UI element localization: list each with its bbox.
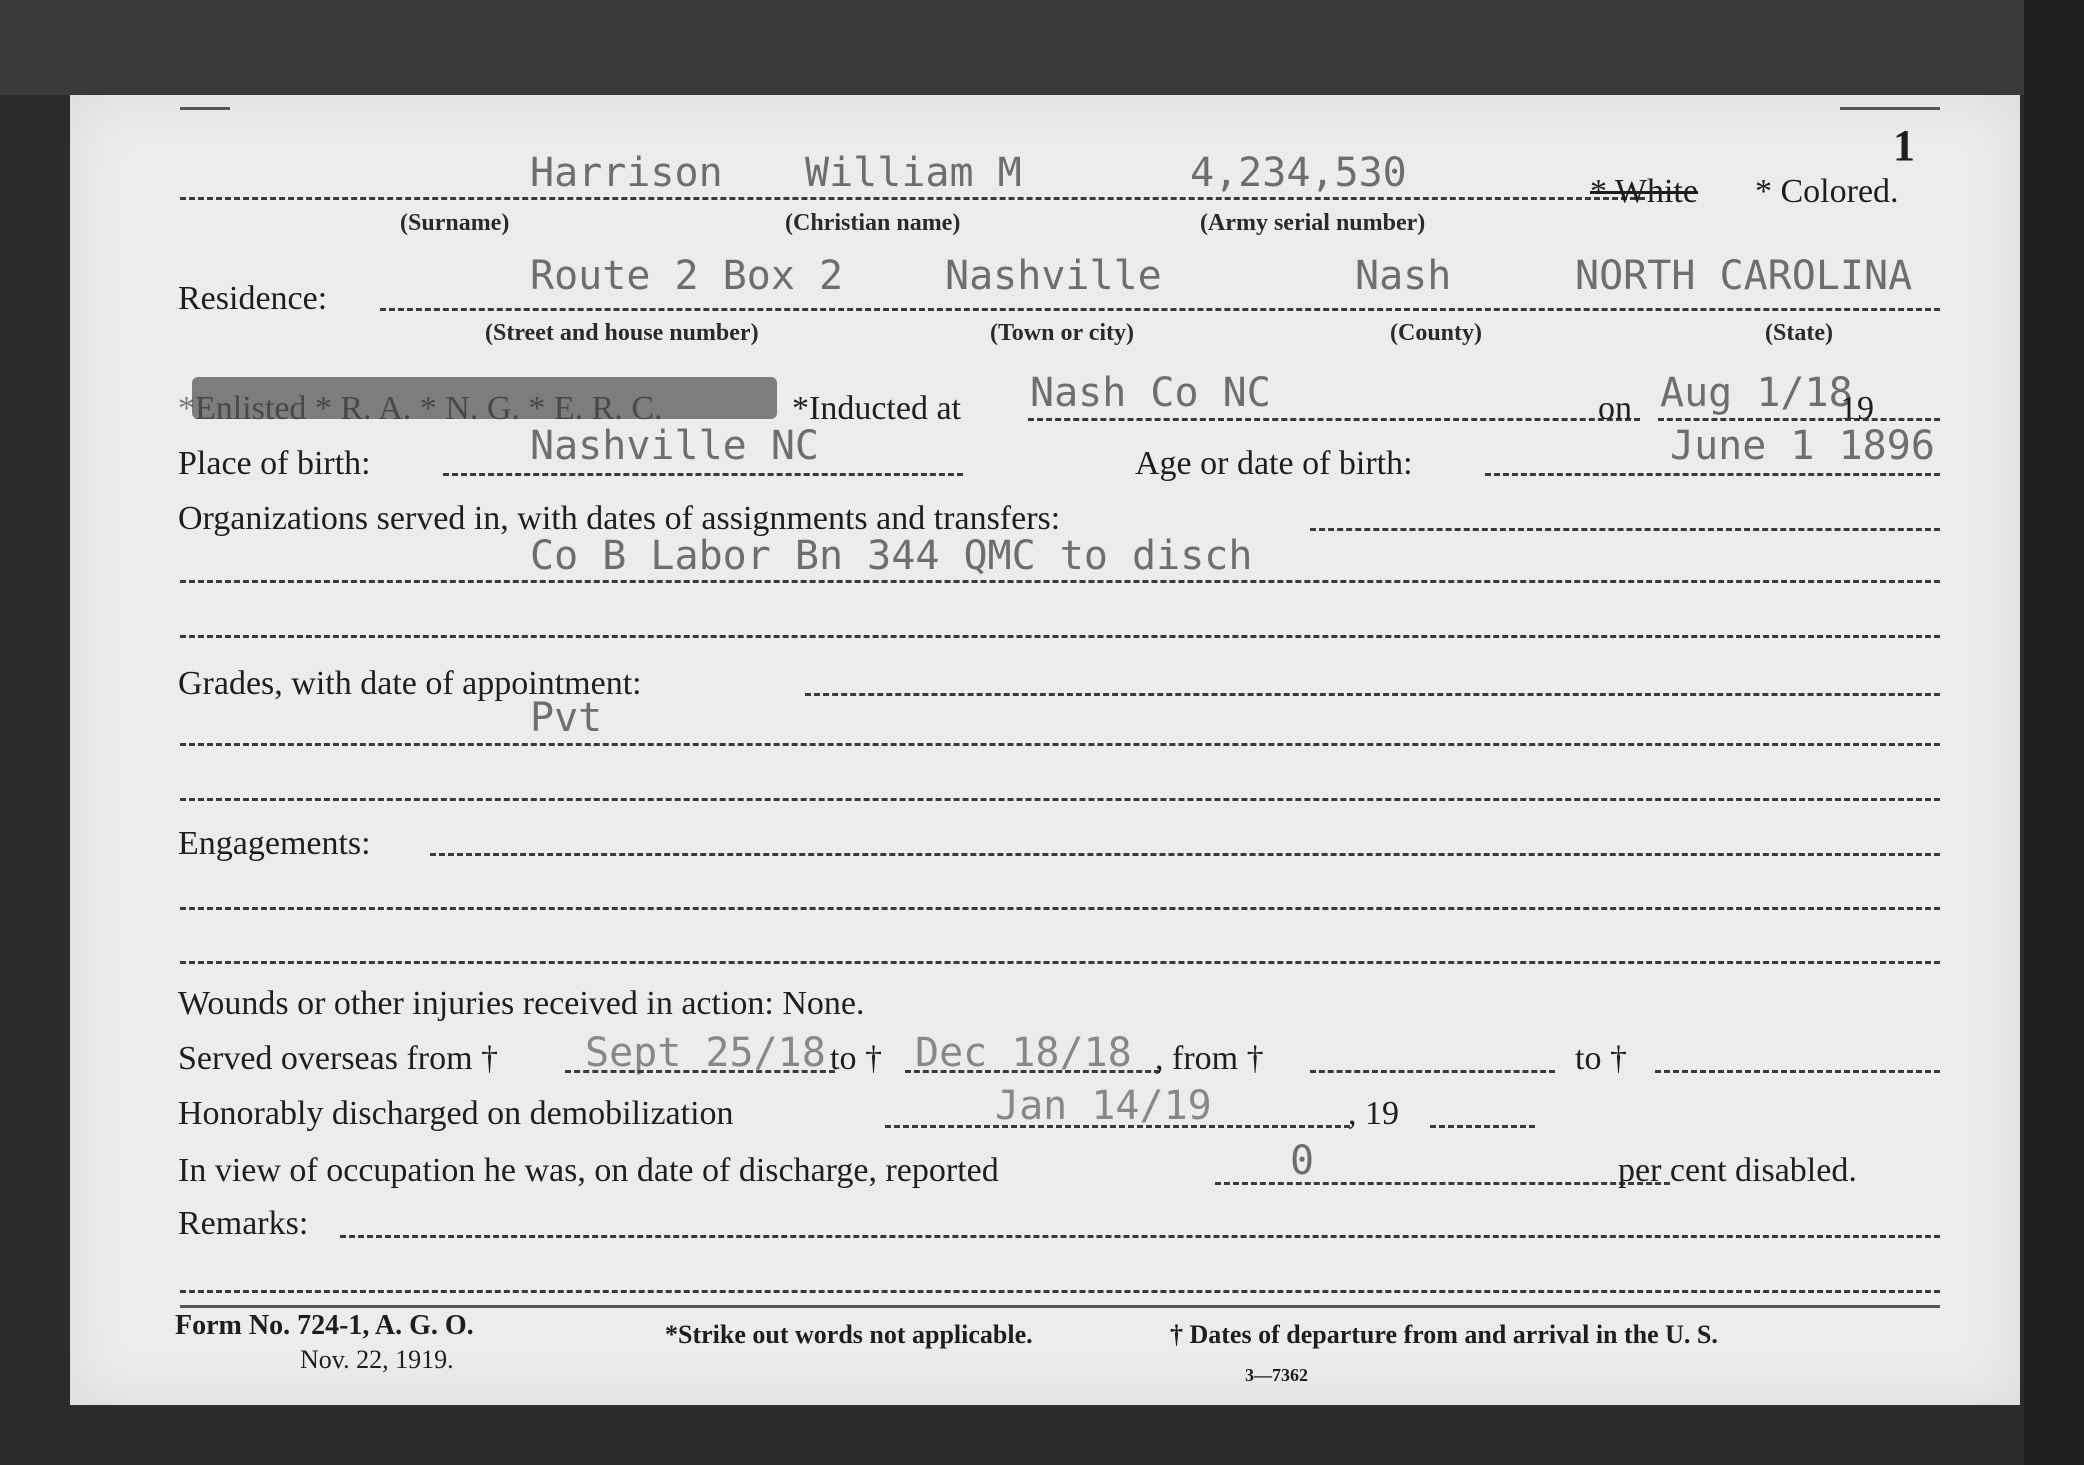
engagements-line-2 [180,907,1940,910]
residence-label: Residence: [178,280,328,317]
remarks-label: Remarks: [178,1205,309,1242]
inducted-label: *Inducted at [792,390,961,427]
street-caption: (Street and house number) [485,320,759,346]
overseas-from2-line [1310,1070,1555,1073]
organizations-line-1 [1310,528,1940,531]
overseas-to2-label: to † [1575,1040,1627,1077]
overseas-to-label: to † [830,1040,882,1077]
name-line [180,197,1645,200]
on-label: on [1598,390,1632,427]
organizations-value: Co B Labor Bn 344 QMC to disch [530,533,1253,579]
footer-rule [180,1305,1940,1308]
inducted-at-value: Nash Co NC [1030,370,1271,416]
enlistment-options: *Enlisted * R. A. * N. G. * E. R. C. [178,390,663,427]
residence-county-value: Nash [1355,253,1452,299]
surname-value: Harrison [530,150,723,196]
overseas-to-line [905,1070,1160,1073]
town-caption: (Town or city) [990,320,1134,346]
disability-label: In view of occupation he was, on date of discharge, reported [178,1152,999,1189]
date-of-birth-line [1485,473,1940,476]
date-of-birth-label: Age or date of birth: [1135,445,1413,482]
inducted-date-line [1658,418,1940,421]
engagements-line-3 [180,961,1940,964]
inducted-line [1028,418,1640,421]
disability-line [1215,1182,1670,1185]
scan-background-right [2024,0,2084,1465]
county-caption: (County) [1390,320,1483,346]
race-white-option: * White [1590,173,1698,210]
card-number: 1 [1893,121,1915,170]
christian-name-caption: (Christian name) [785,210,961,236]
overseas-from2-label: , from † [1155,1040,1264,1077]
strike-note: *Strike out words not applicable. [665,1320,1033,1349]
grades-line-2 [180,743,1940,746]
residence-street-value: Route 2 Box 2 [530,253,844,299]
residence-state-value: NORTH CAROLINA [1575,253,1913,299]
disability-suffix: per cent disabled. [1618,1152,1857,1189]
discharge-date-value: Jan 14/19 [995,1083,1212,1129]
discharge-year-line [1430,1125,1535,1128]
surname-caption: (Surname) [400,210,510,236]
engagements-label: Engagements: [178,825,371,862]
grades-line-1 [805,693,1940,696]
serial-caption: (Army serial number) [1200,210,1426,236]
date-of-birth-value: June 1 1896 [1670,423,1935,469]
remarks-line-2 [180,1290,1940,1293]
print-code: 3—7362 [1245,1365,1308,1385]
overseas-from-value: Sept 25/18 [585,1030,826,1076]
scan-background-top [0,0,2084,95]
state-caption: (State) [1765,320,1833,346]
place-of-birth-line [443,473,963,476]
dates-note: † Dates of departure from and arrival in the U. S. [1170,1320,1718,1349]
grades-value: Pvt [530,695,603,741]
remarks-line-1 [340,1235,1940,1238]
engagements-line-1 [430,853,1940,856]
residence-line [380,308,1940,311]
christian-name-value: William M [805,150,1022,196]
overseas-to-value: Dec 18/18 [915,1030,1132,1076]
discharge-year-prefix: , 19 [1348,1095,1399,1132]
residence-town-value: Nashville [945,253,1162,299]
organizations-line-2 [180,580,1940,583]
wounds-label: Wounds or other injuries received in action: None. [178,985,865,1022]
organizations-label: Organizations served in, with dates of assignments and transfers: [178,500,1061,537]
discharge-label: Honorably discharged on demobilization [178,1095,734,1132]
grades-label: Grades, with date of appointment: [178,665,642,702]
inducted-year-prefix: 19 [1840,390,1874,427]
place-of-birth-label: Place of birth: [178,445,371,482]
corner-rule-right [1840,107,1940,110]
corner-rule-left [180,107,230,110]
service-record-card [70,95,2020,1405]
form-date: Nov. 22, 1919. [300,1345,454,1374]
inducted-date-value: Aug 1/18 [1660,370,1853,416]
overseas-label: Served overseas from † [178,1040,499,1077]
overseas-to2-line [1655,1070,1940,1073]
serial-number-value: 4,234,530 [1190,150,1407,196]
disability-value: 0 [1290,1138,1315,1184]
form-number: Form No. 724-1, A. G. O. [175,1310,474,1341]
organizations-line-3 [180,635,1940,638]
place-of-birth-value: Nashville NC [530,423,819,469]
overseas-from-line [565,1070,835,1073]
grades-line-3 [180,798,1940,801]
race-colored-option: * Colored. [1755,173,1899,210]
